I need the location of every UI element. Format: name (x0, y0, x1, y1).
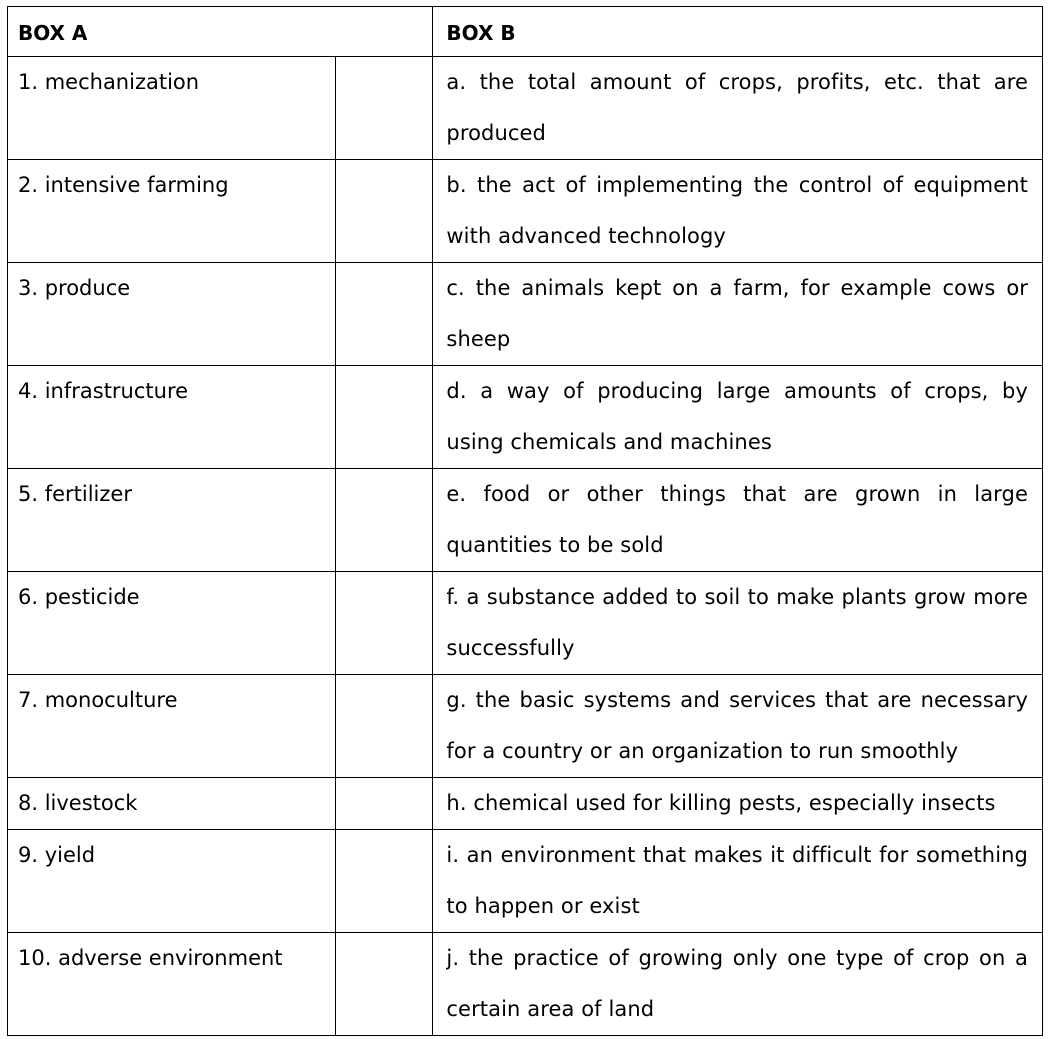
definition-cell: h. chemical used for killing pests, especially insects (433, 778, 1043, 830)
definition-cell: e. food or other things that are grown in large quantities to be sold (433, 469, 1043, 572)
table-header-row (8, 7, 1043, 57)
answer-blank-cell (336, 469, 433, 572)
term-cell: 5. fertilizer (8, 469, 336, 572)
term-cell: 2. intensive farming (8, 160, 336, 263)
answer-blank-cell (336, 366, 433, 469)
answer-blank-cell (336, 778, 433, 830)
table-row (8, 933, 1043, 1036)
table-row (8, 675, 1043, 778)
table-row (8, 160, 1043, 263)
term-cell: 1. mechanization (8, 57, 336, 160)
table-row (8, 57, 1043, 160)
answer-blank-cell (336, 830, 433, 933)
term-cell: 7. monoculture (8, 675, 336, 778)
definition-cell: c. the animals kept on a farm, for example cows or sheep (433, 263, 1043, 366)
definition-cell: a. the total amount of crops, profits, etc. that are produced (433, 57, 1043, 160)
table-row (8, 469, 1043, 572)
definition-cell: d. a way of producing large amounts of crops, by using chemicals and machines (433, 366, 1043, 469)
term-cell: 4. infrastructure (8, 366, 336, 469)
answer-blank-cell (336, 57, 433, 160)
definition-cell: i. an environment that makes it difficult for something to happen or exist (433, 830, 1043, 933)
box-b-header: BOX B (433, 7, 1043, 57)
term-cell: 3. produce (8, 263, 336, 366)
box-a-header: BOX A (8, 7, 433, 57)
table-row (8, 778, 1043, 830)
term-cell: 9. yield (8, 830, 336, 933)
definition-cell: j. the practice of growing only one type of crop on a certain area of land (433, 933, 1043, 1036)
definition-cell: g. the basic systems and services that are necessary for a country or an organization to run smoothly (433, 675, 1043, 778)
table-row (8, 572, 1043, 675)
term-cell: 10. adverse environment (8, 933, 336, 1036)
answer-blank-cell (336, 675, 433, 778)
table-row (8, 366, 1043, 469)
answer-blank-cell (336, 572, 433, 675)
table-row (8, 830, 1043, 933)
answer-blank-cell (336, 263, 433, 366)
definition-cell: f. a substance added to soil to make plants grow more successfully (433, 572, 1043, 675)
answer-blank-cell (336, 933, 433, 1036)
definition-cell: b. the act of implementing the control of equipment with advanced technology (433, 160, 1043, 263)
term-cell: 8. livestock (8, 778, 336, 830)
term-cell: 6. pesticide (8, 572, 336, 675)
table-row (8, 263, 1043, 366)
answer-blank-cell (336, 160, 433, 263)
matching-table (7, 6, 1043, 1036)
